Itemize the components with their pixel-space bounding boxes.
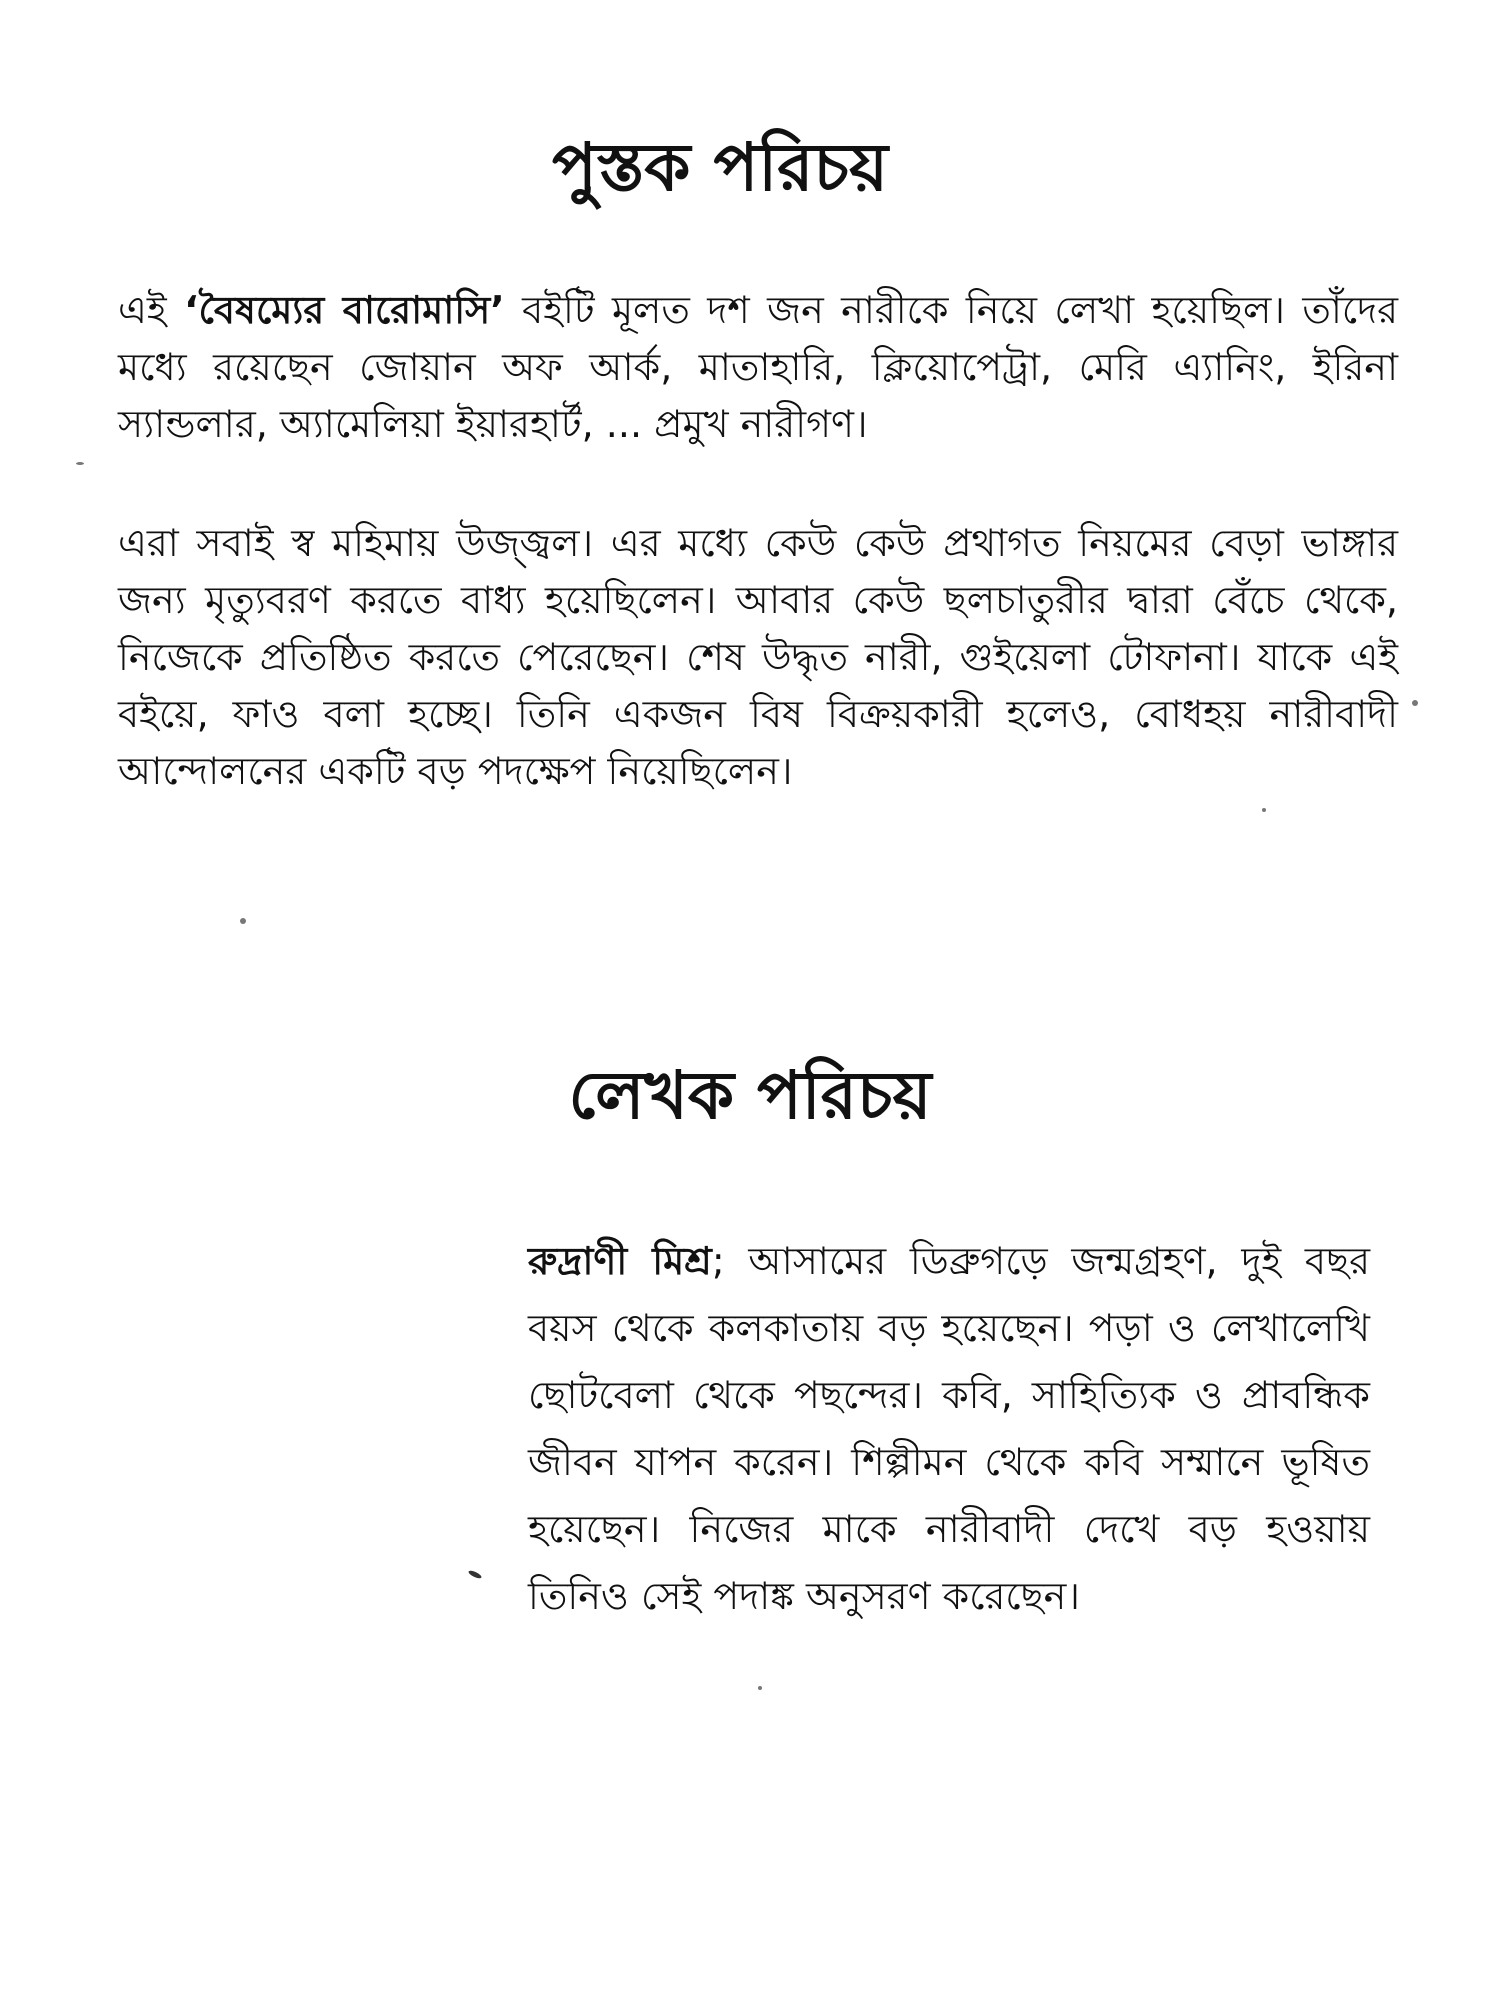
book-intro-text: বইটি মূলত দশ জন নারীকে নিয়ে লেখা হয়েছিল। তাঁদের মধ্যে রয়েছেন জোয়ান অফ আর্ক, মাতাহারি, ক্লিয়োপেট্রা, মেরি এ্যানিং, ইরিনা স্যান্ডলার, অ্যামেলিয়া ইয়ারহার্ট, ... প্রমুখ নারীগণ। xyxy=(118,288,1398,446)
author-intro-heading: লেখক পরিচয় xyxy=(568,1057,932,1134)
scan-speck xyxy=(758,1686,762,1690)
author-bio-text: ; আসামের ডিব্রুগড়ে জন্মগ্রহণ, দুই বছর বয়স থেকে কলকাতায় বড় হয়েছেন। পড়া ও লেখালেখি ছোটবেলা থেকে পছন্দের। কবি, সাহিত্যিক ও প্রাবন্ধিক জীবন যাপন করেন। শিল্পীমন থেকে কবি সম্মানে ভূষিত হয়েছেন। নিজের মাকে নারীবাদী দেখে বড় হওয়ায় তিনিও সেই পদাঙ্ক অনুসরণ করেছেন। xyxy=(528,1239,1371,1618)
scan-speck xyxy=(1412,700,1418,706)
book-intro-paragraph-2: এরা সবাই স্ব মহিমায় উজ্জ্বল। এর মধ্যে কেউ কেউ প্রথাগত নিয়মের বেড়া ভাঙ্গার জন্য মৃত্যুবরণ করতে বাধ্য হয়েছিলেন। আবার কেউ ছলচাতুরীর দ্বারা বেঁচে থেকে, নিজেকে প্রতিষ্ঠিত করতে পেরেছেন। শেষ উদ্ধৃত নারী, গুইয়েলা টোফানা। যাকে এই বইয়ে, ফাও বলা হচ্ছে। তিনি একজন বিষ বিক্রয়কারী হলেও, বোধহয় নারীবাদী আন্দোলনের একটি বড় পদক্ষেপ নিয়েছিলেন। xyxy=(118,521,1398,793)
author-intro-paragraph xyxy=(528,1228,1370,1630)
scan-speck xyxy=(76,462,84,465)
scan-speck xyxy=(240,918,246,924)
book-title: ‘বৈষম্যের বারোমাসি’ xyxy=(184,288,505,332)
book-intro-heading: পুস্তক পরিচয় xyxy=(552,129,888,206)
author-name: রুদ্রাণী মিশ্র xyxy=(528,1239,712,1283)
book-intro-prefix: এই xyxy=(118,288,185,332)
book-intro-paragraph-1 xyxy=(118,282,1398,453)
scan-speck xyxy=(468,1569,483,1579)
scan-speck xyxy=(1262,808,1266,812)
